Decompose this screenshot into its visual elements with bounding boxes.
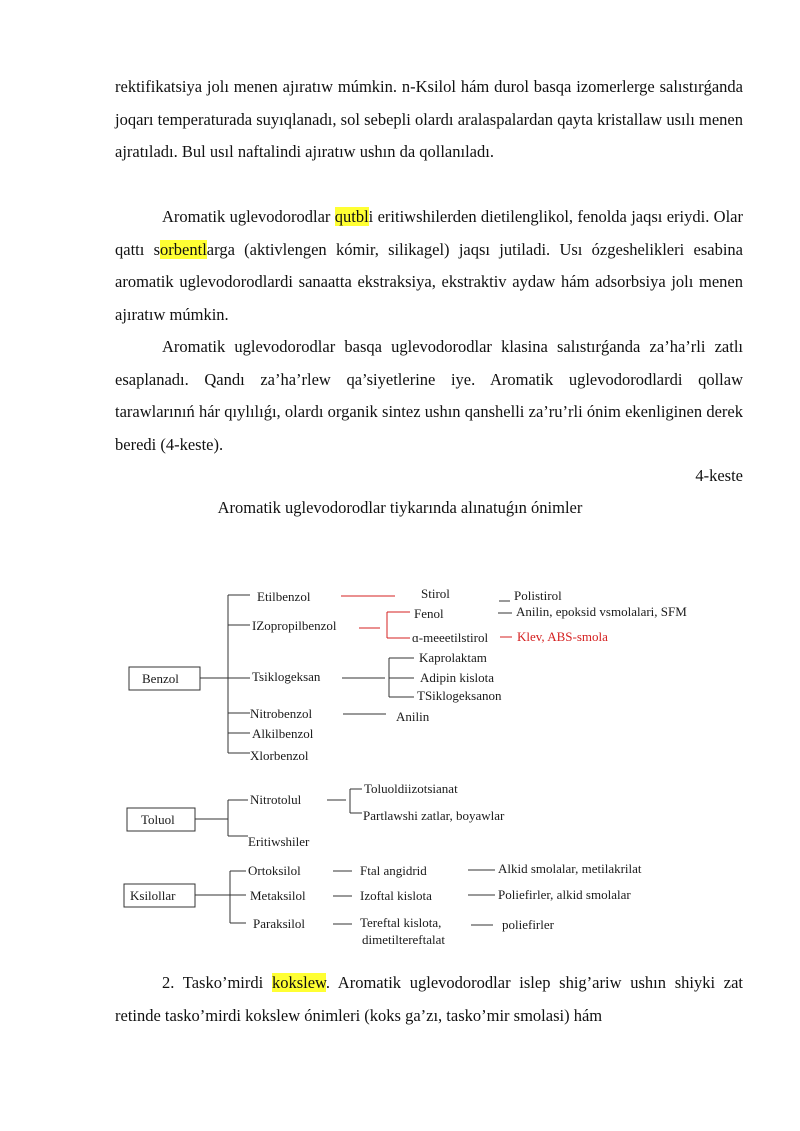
toluoldiizotsianat-label: Toluoldiizotsianat bbox=[364, 781, 458, 796]
benzol-label: Benzol bbox=[142, 671, 179, 686]
products-diagram bbox=[0, 570, 800, 970]
ortoksilol-label: Ortoksilol bbox=[248, 863, 301, 878]
izoftal-label: Izoftal kislota bbox=[360, 888, 432, 903]
paragraph-1: rektifikatsiya jolı menen ajıratıw múmkin. n-Ksilol hám durol basqa izomerlerge salıstırǵanda joqarı temperaturada suyıqlanadı, sol sebepli olardı aralaspalardan qayta kristallaw usılı menen ajratıladı. Bul usıl naftalindi ajıratıw ushın da qollanıladı. bbox=[115, 77, 743, 161]
adipin-label: Adipin kislota bbox=[420, 670, 495, 685]
izoftal-products-label: Poliefirler, alkid smolalar bbox=[498, 887, 631, 902]
highlight-qutbl: qutbl bbox=[334, 207, 369, 226]
paragraph-4 bbox=[115, 967, 743, 1032]
paragraph-2-part: i eritiwshilerden dietilenglikol, fenolda jaqsı eriydi. Olar qattı s bbox=[115, 207, 744, 259]
tsiklogeksan-label: Tsiklogeksan bbox=[252, 669, 321, 684]
paragraph-2 bbox=[115, 201, 743, 331]
tereftal-label: Tereftal kislota, bbox=[360, 915, 442, 930]
anilin-label: Anilin bbox=[396, 709, 430, 724]
table-label: 4-keste bbox=[695, 466, 743, 485]
ftal-label: Ftal angidrid bbox=[360, 863, 427, 878]
nitrotolul-label: Nitrotolul bbox=[250, 792, 302, 807]
tsiklogeksanon-label: TSiklogeksanon bbox=[417, 688, 502, 703]
polistirol-label: Polistirol bbox=[514, 588, 562, 603]
xlorbenzol-label: Xlorbenzol bbox=[250, 748, 309, 763]
paragraph-3: Aromatik uglevodorodlar basqa uglevodorodlar klasina salıstırǵanda za’ha’rli zatlı esaplanadı. Qandı za’ha’rlew qa’siyetlerine iye. Aromatik uglevodorodlardi qollaw tarawlarınıń hár qıylılıǵı, olardı organik sintez ushın qanshelli za’ru’rli ónim ekenliginen derek beredi (4-keste). bbox=[115, 337, 743, 454]
alkilbenzol-label: Alkilbenzol bbox=[252, 726, 314, 741]
partlawshi-label: Partlawshi zatlar, boyawlar bbox=[363, 808, 505, 823]
paragraph-4-part: 2. Tasko’mirdi bbox=[162, 973, 272, 992]
ksilollar-label: Ksilollar bbox=[130, 888, 176, 903]
paragraph-2-part: Aromatik uglevodorodlar bbox=[162, 207, 335, 226]
metilstirol-label: ɑ-meeetilstirol bbox=[412, 630, 489, 645]
izopropilbenzol-label: IZopropilbenzol bbox=[252, 618, 337, 633]
tereftal-products-label: poliefirler bbox=[502, 917, 554, 932]
fenol-products-label: Anilin, epoksid vsmolalari, SFM bbox=[516, 604, 687, 619]
highlight-sorbentl: orbentl bbox=[160, 239, 207, 259]
stirol-label: Stirol bbox=[421, 586, 450, 601]
metilstirol-products-label: Klev, ABS-smola bbox=[517, 629, 608, 644]
paragraph-2-part: arga (aktivlengen kómir, silikagel) jaqsı jutiladi. Usı ózgeshelikleri esabina aromatik uglevodorodlardi sanaatta ekstraksiya, ekstraktiv aydaw hám adsorbsiya jolı menen ajıratıw múmkin. bbox=[115, 239, 743, 324]
table-title: Aromatik uglevodorodlar tiykarında alınatuǵın ónimler bbox=[217, 498, 583, 517]
paragraph-4-part: . Aromatik uglevodorodlar islep shig’ariw ushın shiyki zat retinde tasko’mirdi kokslew ónimleri (koks ga’zı, tasko’mir smolasi) hám bbox=[115, 973, 743, 1025]
eritiwshiler-label: Eritiwshiler bbox=[248, 834, 310, 849]
toluol-label: Toluol bbox=[141, 812, 175, 827]
paraksilol-label: Paraksilol bbox=[253, 916, 305, 931]
fenol-label: Fenol bbox=[414, 606, 444, 621]
kaprolaktam-label: Kaprolaktam bbox=[419, 650, 487, 665]
nitrobenzol-label: Nitrobenzol bbox=[250, 706, 313, 721]
highlight-kokslew: kokslew bbox=[271, 973, 326, 992]
etilbenzol-label: Etilbenzol bbox=[257, 589, 311, 604]
tereftal2-label: dimetiltereftalat bbox=[362, 932, 446, 947]
metaksilol-label: Metaksilol bbox=[250, 888, 306, 903]
ftal-products-label: Alkid smolalar, metilakrilat bbox=[498, 861, 642, 876]
